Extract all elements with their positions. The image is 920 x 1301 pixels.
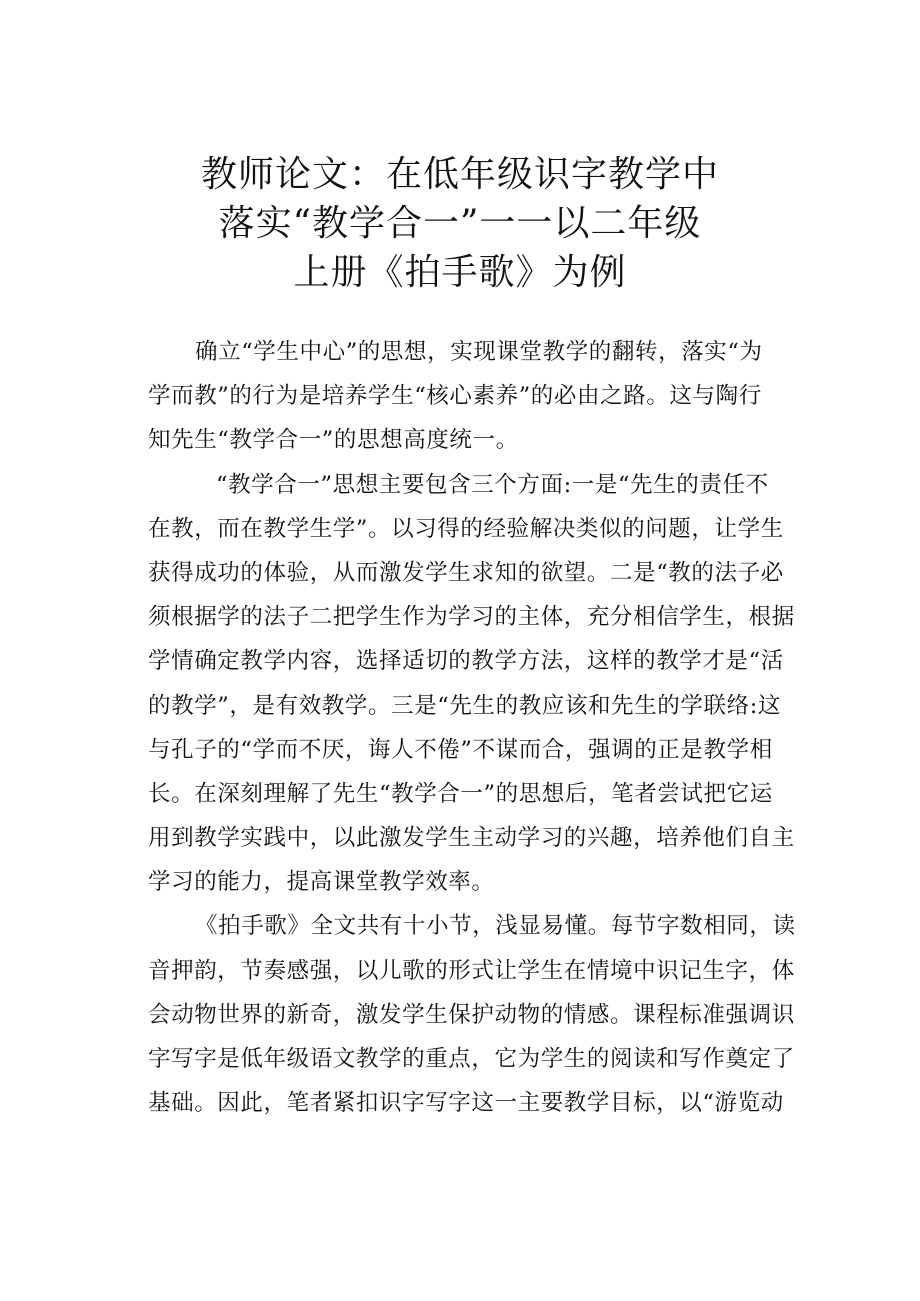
paragraph-line: 知先生“教学合一”的思想高度统一。 <box>148 427 519 454</box>
paragraph-line: 字写字是低年级语文教学的重点，它为学生的阅读和写作奠定了 <box>148 1046 795 1072</box>
title-line: 教师论文：在低年级识字教学中 <box>200 154 719 195</box>
paragraph-line: 《拍手歌》全文共有十小节，浅显易懂。每节字数相同，读 <box>195 913 796 940</box>
paragraph-2 <box>148 463 798 905</box>
paragraph-line: 在教，而在教学生学”。以习得的经验解决类似的问题，让学生 <box>148 515 784 542</box>
paragraph-line: “教学合一”思想主要包含三个方面:一是“先生的责任不 <box>216 471 769 498</box>
paragraph-line: 用到教学实践中，以此激发学生主动学习的兴趣，培养他们自主 <box>148 825 795 852</box>
title-line: 落实“教学合一”一一以二年级 <box>218 203 702 244</box>
paragraph-line: 的教学”，是有效教学。三是“先生的教应该和先生的学联络:这 <box>148 692 781 719</box>
paragraph-line: 须根据学的法子二把学生作为学习的主体，充分相信学生，根据 <box>148 604 795 631</box>
document-body <box>148 330 798 1125</box>
paragraph-3 <box>148 904 798 1125</box>
paragraph-line: 长。在深刻理解了先生“教学合一”的思想后，笔者尝试把它运 <box>148 780 773 807</box>
title-line: 上册《拍手歌》为例 <box>293 252 627 293</box>
paragraph-line: 学习的能力，提高课堂教学效率。 <box>148 869 495 896</box>
paragraph-line: 会动物世界的新奇，激发学生保护动物的情感。课程标准强调识 <box>148 1001 795 1028</box>
paragraph-line: 学情确定教学内容，选择适切的教学方法，这样的教学才是“活 <box>148 648 784 675</box>
paragraph-line: 基础。因此，笔者紧扣识字写字这一主要教学目标，以“游览动 <box>148 1090 784 1117</box>
paragraph-line: 与孔子的“学而不厌，诲人不倦”不谋而合，强调的正是教学相 <box>148 736 773 763</box>
paragraph-line: 确立“学生中心”的思想，实现课堂教学的翻转，落实“为 <box>195 339 763 365</box>
paragraph-line: 获得成功的体验，从而激发学生求知的欲望。二是“教的法子必 <box>148 559 784 586</box>
document-title <box>140 150 780 297</box>
paragraph-line: 音押韵，节奏感强，以儿歌的形式让学生在情境中识记生字，体 <box>148 957 795 984</box>
paragraph-line: 学而教”的行为是培养学生“核心素养”的必由之路。这与陶行 <box>148 383 762 410</box>
paragraph-1 <box>148 330 798 463</box>
